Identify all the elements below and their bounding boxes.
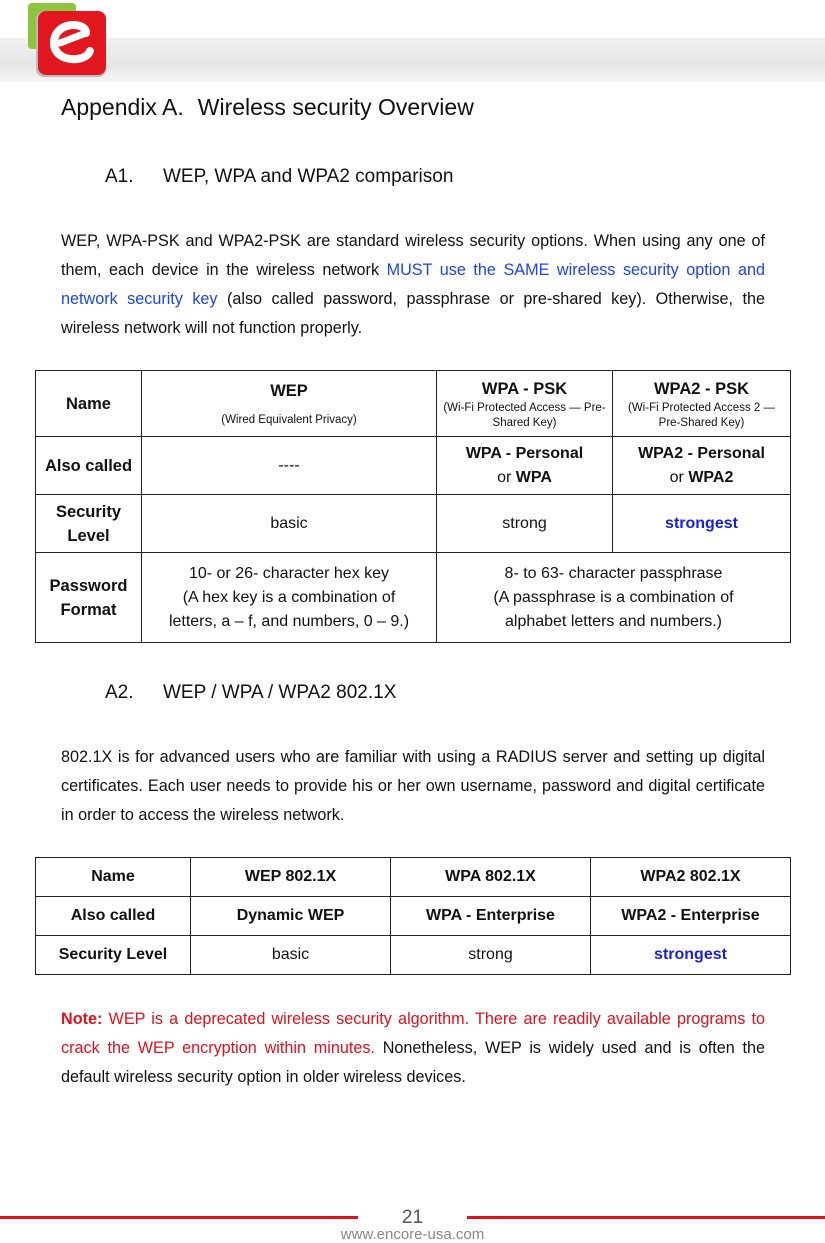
header-wpa <box>437 371 613 437</box>
appendix-heading <box>61 94 474 121</box>
footer-website: www.encore-usa.com <box>340 1226 485 1243</box>
intro-text-1: WEP, WPA-PSK and WPA2-PSK are standard wireless security options. When using any one of them, each device in the wireless network <box>61 232 765 279</box>
wpa-also-called-main: WPA - Personal <box>465 444 584 462</box>
header-wep-title: WEP <box>270 382 308 400</box>
row-label-also-called: Also called <box>36 437 142 495</box>
t2-header-name: Name <box>36 858 191 897</box>
header-wpa2 <box>613 371 791 437</box>
wep-also-called: ---- <box>142 437 437 495</box>
wpa-also-called <box>437 437 613 495</box>
wpa-pw-line-2: (A passphrase is a combination of <box>493 588 734 606</box>
t2-header-wpa: WPA 802.1X <box>391 858 591 897</box>
t2-header-wpa2: WPA2 802.1X <box>591 858 791 897</box>
section-a1-number: A1. <box>105 166 134 187</box>
t2-wpa2-also-called: WPA2 - Enterprise <box>591 897 791 936</box>
dot1x-table <box>35 857 791 975</box>
section-a1-heading <box>105 166 453 188</box>
table-row <box>36 936 791 975</box>
section-a2-title: WEP / WPA / WPA2 802.1X <box>163 682 397 703</box>
header-wpa-title: WPA - PSK <box>481 379 568 398</box>
wpa-security-level: strong <box>437 495 613 553</box>
note-warning-text: WEP is a deprecated wireless security algorithm. There are readily available programs to crack the WEP encryption within minutes. <box>61 1010 765 1057</box>
header-band <box>0 38 825 82</box>
header-wpa2-subtitle: (Wi-Fi Protected Access 2 — Pre-Shared Key) <box>628 401 775 429</box>
wep-security-level: basic <box>142 495 437 553</box>
comparison-table <box>35 370 791 643</box>
t2-wpa-also-called: WPA - Enterprise <box>391 897 591 936</box>
row-label-password-format: Password Format <box>36 553 142 643</box>
header-wep <box>142 371 437 437</box>
wpa2-also-called-main: WPA2 - Personal <box>638 444 765 462</box>
wep-password-format <box>142 553 437 643</box>
encore-logo <box>28 3 110 79</box>
radius-paragraph: 802.1X is for advanced users who are familiar with using a RADIUS server and setting up digital certificates. Each user needs to provide his or her own username, password and digital certificate in order to access the wireless network. <box>61 748 765 824</box>
table-row <box>36 495 791 553</box>
note-label: Note: <box>61 1010 103 1028</box>
row-label-security-level: Security Level <box>36 495 142 553</box>
header-wpa-subtitle: (Wi-Fi Protected Access — Pre-Shared Key) <box>443 401 606 429</box>
wep-pw-line-2: (A hex key is a combination of <box>182 588 396 606</box>
table-row <box>36 858 791 897</box>
page-number: 21 <box>401 1207 424 1228</box>
header-wep-subtitle: (Wired Equivalent Privacy) <box>221 414 357 426</box>
wep-pw-line-1: 10- or 26- character hex key <box>188 564 390 582</box>
intro-paragraph <box>61 227 765 343</box>
header-name: Name <box>36 371 142 437</box>
t2-wep-also-called: Dynamic WEP <box>191 897 391 936</box>
note-rest-text: Nonetheless, WEP is widely used and is often the default wireless security option in older wireless devices. <box>61 1039 765 1086</box>
wpa2-also-called <box>613 437 791 495</box>
wpa2-also-called-alt: WPA2 <box>688 468 734 486</box>
wpa2-also-called-or: or <box>669 468 689 486</box>
wep-pw-line-3: letters, a – f, and numbers, 0 – 9.) <box>168 612 410 630</box>
section-a2-heading <box>105 682 396 704</box>
section-a2-number: A2. <box>105 682 134 703</box>
intro-highlight: MUST use the SAME wireless security option and network security key <box>61 261 765 308</box>
t2-header-wep: WEP 802.1X <box>191 858 391 897</box>
table-row <box>36 897 791 936</box>
intro-text-2: (also called password, passphrase or pre-shared key). Otherwise, the wireless network will not function properly. <box>61 290 765 337</box>
wpa-also-called-alt: WPA <box>515 468 552 486</box>
wpa-pw-line-1: 8- to 63- character passphrase <box>504 564 723 582</box>
wpa2-security-level: strongest <box>613 495 791 553</box>
wpa-password-format <box>437 553 791 643</box>
t2-wpa-security-level: strong <box>391 936 591 975</box>
t2-row-label-also-called: Also called <box>36 897 191 936</box>
appendix-title: Wireless security Overview <box>197 94 474 120</box>
table-row <box>36 553 791 643</box>
t2-wpa2-security-level: strongest <box>591 936 791 975</box>
table-row <box>36 437 791 495</box>
header-wpa2-title: WPA2 - PSK <box>653 379 750 398</box>
t2-wep-security-level: basic <box>191 936 391 975</box>
table-row <box>36 371 791 437</box>
appendix-label: Appendix A. <box>61 94 184 120</box>
section-a1-title: WEP, WPA and WPA2 comparison <box>163 166 454 187</box>
note-paragraph <box>61 1005 765 1092</box>
wpa-pw-line-3: alphabet letters and numbers.) <box>504 612 722 630</box>
t2-row-label-security-level: Security Level <box>36 936 191 975</box>
wpa-also-called-or: or <box>497 468 516 486</box>
